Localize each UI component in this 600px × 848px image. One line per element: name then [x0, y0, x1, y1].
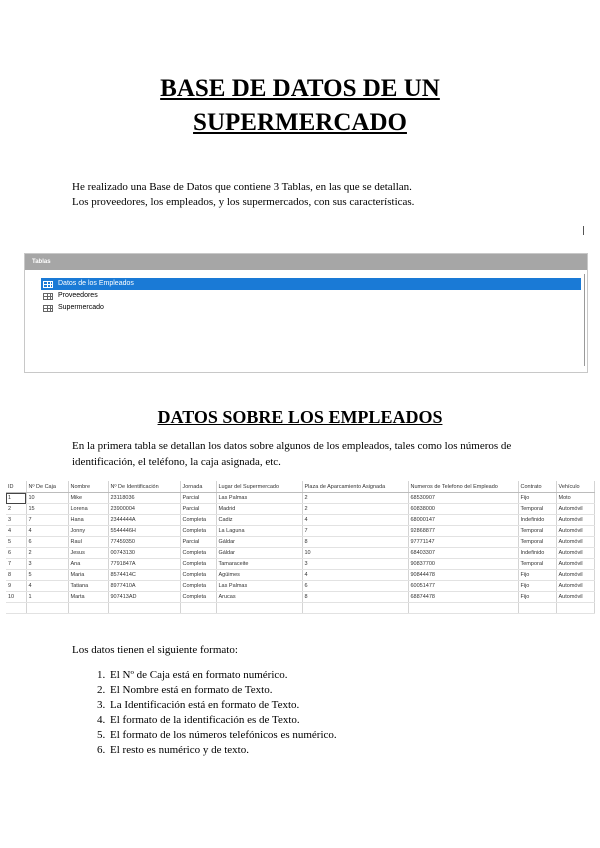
list-item: 2. El Nombre está en formato de Texto.: [108, 683, 568, 698]
table-cell[interactable]: 92868877: [408, 526, 518, 537]
table-icon: [43, 281, 53, 288]
section-paragraph-text: En la primera tabla se detallan los datos sobre algunos de los empleados, tales como los números de identificación, el teléfono, la caja asignada, etc.: [72, 440, 512, 468]
table-row[interactable]: [6, 526, 594, 537]
table-cell[interactable]: Jonny: [68, 526, 108, 537]
table-cell[interactable]: Fijo: [518, 493, 556, 504]
table-cell[interactable]: 97771147: [408, 537, 518, 548]
table-cell[interactable]: 23118036: [108, 493, 180, 504]
table-cell[interactable]: 7: [302, 526, 408, 537]
table-cell[interactable]: Completa: [180, 526, 216, 537]
table-cell[interactable]: [302, 603, 408, 614]
column-header[interactable]: Lugar del Supermercado: [216, 481, 302, 493]
table-cell[interactable]: 68530907: [408, 493, 518, 504]
table-cell[interactable]: Completa: [180, 592, 216, 603]
table-header-row: [6, 481, 594, 493]
table-cell[interactable]: Completa: [180, 581, 216, 592]
table-cell[interactable]: 2344444A: [108, 515, 180, 526]
table-icon: [43, 305, 53, 312]
table-cell[interactable]: Gáldar: [216, 548, 302, 559]
table-cell[interactable]: Temporal: [518, 559, 556, 570]
table-cell[interactable]: Marta: [68, 592, 108, 603]
table-cell[interactable]: Indefinido: [518, 515, 556, 526]
title-line-1: BASE DE DATOS DE UN: [160, 75, 440, 102]
table-cell[interactable]: 2: [26, 548, 68, 559]
table-cell[interactable]: 7: [6, 559, 26, 570]
table-cell[interactable]: 4: [26, 526, 68, 537]
table-cell[interactable]: 4: [302, 570, 408, 581]
table-cell[interactable]: 10: [6, 592, 26, 603]
table-cell[interactable]: Jesus: [68, 548, 108, 559]
table-cell[interactable]: Maria: [68, 570, 108, 581]
tables-panel: [24, 253, 588, 373]
table-cell[interactable]: 7: [26, 515, 68, 526]
table-cell[interactable]: 90844478: [408, 570, 518, 581]
table-cell[interactable]: 2: [302, 504, 408, 515]
table-cell[interactable]: Parcial: [180, 493, 216, 504]
table-cell[interactable]: 6: [26, 537, 68, 548]
format-list: [72, 668, 568, 758]
table-cell[interactable]: 6: [6, 548, 26, 559]
table-cell[interactable]: 60051477: [408, 581, 518, 592]
table-cell[interactable]: Automóvil: [556, 559, 594, 570]
table-cell[interactable]: 8977410A: [108, 581, 180, 592]
table-cell[interactable]: Completa: [180, 515, 216, 526]
column-header[interactable]: Nombre: [68, 481, 108, 493]
table-body: [6, 493, 594, 614]
table-item-label: Supermercado: [58, 304, 104, 311]
list-item: 3. La Identificación está en formato de Texto.: [108, 698, 568, 713]
table-cell[interactable]: Raul: [68, 537, 108, 548]
table-cell[interactable]: 7791847A: [108, 559, 180, 570]
table-cell[interactable]: Tatiana: [68, 581, 108, 592]
text-cursor-mark: [583, 226, 584, 235]
table-item-empleados[interactable]: [41, 278, 581, 290]
table-cell[interactable]: Completa: [180, 570, 216, 581]
column-header[interactable]: Nº De Caja: [26, 481, 68, 493]
table-cell[interactable]: Completa: [180, 548, 216, 559]
intro-line-2: Los proveedores, los empleados, y los supermercados, con sus características.: [72, 196, 415, 208]
table-cell[interactable]: 10: [26, 493, 68, 504]
table-cell[interactable]: Automóvil: [556, 504, 594, 515]
table-cell[interactable]: 907413AD: [108, 592, 180, 603]
tables-list: [41, 278, 581, 314]
table-cell[interactable]: 5: [26, 570, 68, 581]
table-cell[interactable]: 3: [6, 515, 26, 526]
column-header[interactable]: Contrato: [518, 481, 556, 493]
table-cell[interactable]: 1: [26, 592, 68, 603]
table-cell[interactable]: Temporal: [518, 526, 556, 537]
format-intro: Los datos tienen el siguiente formato:: [72, 644, 238, 656]
table-cell[interactable]: [556, 603, 594, 614]
column-header[interactable]: Nº De Identificación: [108, 481, 180, 493]
section-paragraph: [72, 438, 532, 470]
table-row[interactable]: [6, 493, 594, 504]
table-cell[interactable]: [518, 603, 556, 614]
table-cell[interactable]: 3: [302, 559, 408, 570]
table-cell[interactable]: 8574414C: [108, 570, 180, 581]
table-cell[interactable]: 4: [302, 515, 408, 526]
table-cell[interactable]: 2: [6, 504, 26, 515]
table-cell[interactable]: 00743130: [108, 548, 180, 559]
table-cell[interactable]: Parcial: [180, 537, 216, 548]
table-cell[interactable]: [408, 603, 518, 614]
table-cell[interactable]: 60838000: [408, 504, 518, 515]
table-cell[interactable]: Agüimes: [216, 570, 302, 581]
table-cell[interactable]: Automóvil: [556, 570, 594, 581]
document-title: [0, 72, 600, 140]
table-row[interactable]: [6, 515, 594, 526]
table-cell[interactable]: [108, 603, 180, 614]
table-icon: [43, 293, 53, 300]
table-cell[interactable]: Mike: [68, 493, 108, 504]
table-cell[interactable]: Indefinido: [518, 548, 556, 559]
table-row[interactable]: [6, 537, 594, 548]
column-header[interactable]: Vehículo: [556, 481, 594, 493]
table-cell[interactable]: 1: [6, 493, 26, 504]
table-cell[interactable]: [26, 603, 68, 614]
employees-datasheet: [6, 481, 594, 614]
column-header[interactable]: ID: [6, 481, 26, 493]
table-cell[interactable]: 4: [6, 526, 26, 537]
table-cell[interactable]: Parcial: [180, 504, 216, 515]
table-cell[interactable]: 90837700: [408, 559, 518, 570]
table-item-label: Proveedores: [58, 292, 98, 299]
panel-scrollbar[interactable]: [584, 274, 585, 366]
table-row[interactable]: [6, 570, 594, 581]
list-item: 5. El formato de los números telefónicos es numérico.: [108, 728, 568, 743]
table-row[interactable]: [6, 504, 594, 515]
table-cell[interactable]: [68, 603, 108, 614]
table-cell[interactable]: Gáldar: [216, 537, 302, 548]
list-item: 6. El resto es numérico y de texto.: [108, 743, 568, 758]
table-cell[interactable]: 9: [6, 581, 26, 592]
list-item: 4. El formato de la identificación es de Texto.: [108, 713, 568, 728]
table-cell[interactable]: Temporal: [518, 504, 556, 515]
section-title: [0, 407, 600, 428]
table-cell[interactable]: 8: [6, 570, 26, 581]
table-cell[interactable]: 2: [302, 493, 408, 504]
section-title-text: DATOS SOBRE LOS EMPLEADOS: [157, 407, 443, 427]
table-row[interactable]: [6, 592, 594, 603]
table-cell[interactable]: Madrid: [216, 504, 302, 515]
table-cell[interactable]: Tamaraceite: [216, 559, 302, 570]
table-cell[interactable]: Cadiz: [216, 515, 302, 526]
table-cell[interactable]: Lorena: [68, 504, 108, 515]
table-cell[interactable]: Automóvil: [556, 515, 594, 526]
table-cell[interactable]: [216, 603, 302, 614]
table-cell[interactable]: 15: [26, 504, 68, 515]
table-cell[interactable]: 10: [302, 548, 408, 559]
table-cell[interactable]: 4: [26, 581, 68, 592]
intro-line-1: He realizado una Base de Datos que contiene 3 Tablas, en las que se detallan.: [72, 181, 412, 193]
table-item-label: Datos de los Empleados: [58, 280, 134, 287]
table-row[interactable]: [6, 559, 594, 570]
table-cell[interactable]: 23900004: [108, 504, 180, 515]
table-cell[interactable]: Automóvil: [556, 548, 594, 559]
table-cell[interactable]: Temporal: [518, 537, 556, 548]
table-cell[interactable]: [6, 603, 26, 614]
column-header[interactable]: Plaza de Aparcamiento Asignada: [302, 481, 408, 493]
table-cell[interactable]: 77459350: [108, 537, 180, 548]
table-cell[interactable]: 68000147: [408, 515, 518, 526]
table-cell[interactable]: Las Palmas: [216, 581, 302, 592]
table-cell[interactable]: 5: [6, 537, 26, 548]
table-cell[interactable]: Completa: [180, 559, 216, 570]
table-cell[interactable]: Fijo: [518, 570, 556, 581]
table-cell[interactable]: 8: [302, 592, 408, 603]
column-header[interactable]: Numeros de Telefono del Empleado: [408, 481, 518, 493]
table-cell[interactable]: [180, 603, 216, 614]
table-cell[interactable]: Fijo: [518, 581, 556, 592]
table-cell[interactable]: 68874478: [408, 592, 518, 603]
title-line-2: SUPERMERCADO: [193, 109, 407, 136]
table-cell[interactable]: Hana: [68, 515, 108, 526]
table-cell[interactable]: La Laguna: [216, 526, 302, 537]
table-cell[interactable]: Moto: [556, 493, 594, 504]
new-record-row[interactable]: [6, 603, 594, 614]
column-header[interactable]: Jornada: [180, 481, 216, 493]
table-row[interactable]: [6, 548, 594, 559]
table-item-supermercado[interactable]: [41, 302, 581, 314]
table-cell[interactable]: 5544446H: [108, 526, 180, 537]
list-item: 1. El Nº de Caja está en formato numérico.: [108, 668, 568, 683]
table-cell[interactable]: Automóvil: [556, 592, 594, 603]
table-row[interactable]: [6, 581, 594, 592]
table-cell[interactable]: Arucas: [216, 592, 302, 603]
table-cell[interactable]: Automóvil: [556, 526, 594, 537]
table-cell[interactable]: 6: [302, 581, 408, 592]
table-cell[interactable]: Las Palmas: [216, 493, 302, 504]
table-cell[interactable]: Ana: [68, 559, 108, 570]
table-cell[interactable]: Automóvil: [556, 581, 594, 592]
intro-paragraph: [72, 180, 532, 210]
tables-panel-header: Tablas: [25, 254, 587, 270]
table-cell[interactable]: 68403307: [408, 548, 518, 559]
table-cell[interactable]: Fijo: [518, 592, 556, 603]
employees-table: [6, 481, 595, 614]
table-cell[interactable]: Automóvil: [556, 537, 594, 548]
table-cell[interactable]: 3: [26, 559, 68, 570]
table-cell[interactable]: 8: [302, 537, 408, 548]
table-item-proveedores[interactable]: [41, 290, 581, 302]
